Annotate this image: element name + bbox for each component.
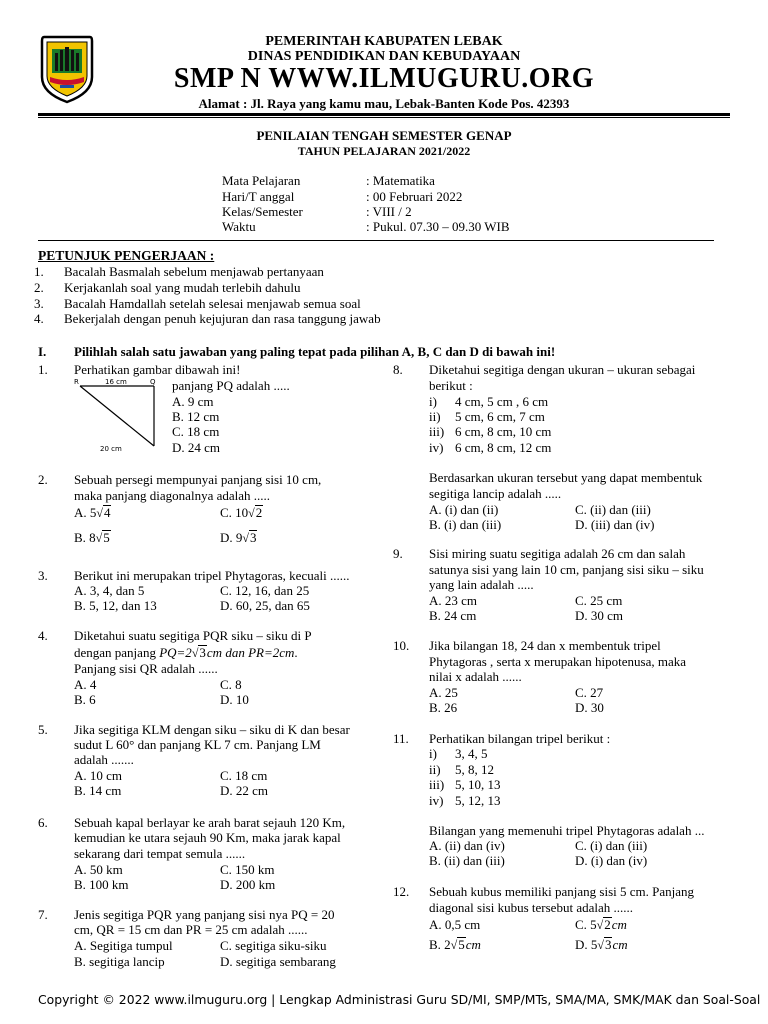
option-a[interactable]: A. (ii) dan (iv) — [429, 838, 505, 853]
list-item: ii) 5 cm, 6 cm, 7 cm — [429, 409, 545, 424]
option-d[interactable]: D. 10 — [220, 692, 249, 707]
option-d[interactable]: D. 22 cm — [220, 783, 269, 798]
option-d[interactable]: D. 60, 25, dan 65 — [220, 598, 310, 613]
vertex-r-label: R — [74, 378, 79, 386]
question-11: 11. Perhatikan bilangan tripel berikut : i) 3, 4, 5 ii) 5, 8, 12 iii) 5, 10, 13 iv) 5, 12, 13 Bilangan yang memenuhi tripel Phytagoras adalah ... A. (ii) dan (iv) C. (i) dan (iii) B. (ii) dan (iii) D. (i) dan (iv) — [393, 731, 705, 868]
option-a[interactable]: A. 23 cm — [429, 593, 478, 608]
option-b[interactable]: B. 12 cm — [172, 409, 220, 424]
question-10: 10. Jika bilangan 18, 24 dan x membentuk tripel Phytagoras , serta x merupakan hipotenusa, maka nilai x adalah ...... A. 25 C. 27 B. 26 D. 30 — [393, 638, 687, 715]
option-c[interactable]: C. 150 km — [220, 862, 275, 877]
footer-copyright: Copyright © 2022 www.ilmuguru.org | Lengkap Administrasi Guru SD/MI, SMP/MTs, SMA/MA, SMK/MAK dan Soal-Soal — [38, 992, 761, 1007]
side-hyp-label: 20 cm — [100, 445, 122, 453]
list-item: iv) 6 cm, 8 cm, 12 cm — [429, 440, 552, 455]
question-12: 12. Sebuah kubus memiliki panjang sisi 5 cm. Panjang diagonal sisi kubus tersebut adalah ...... A. 0,5 cm C. 5√2cm B. 2√5cm D. 5√3cm — [393, 884, 695, 952]
header-address: Alamat : Jl. Raya yang kamu mau, Lebak-Banten Kode Pos. 42393 — [198, 96, 570, 111]
header-government: PEMERINTAH KABUPATEN LEBAK — [265, 34, 503, 49]
list-item: i) 4 cm, 5 cm , 6 cm — [429, 394, 549, 409]
list-item: iv) 5, 12, 13 — [429, 793, 501, 808]
option-a[interactable]: A. 0,5 cm — [429, 917, 481, 932]
option-b[interactable]: B. 14 cm — [74, 783, 122, 798]
option-c[interactable]: C. 8 — [220, 677, 242, 692]
question-6: 6. Sebuah kapal berlayar ke arah barat sejauh 120 Km, kemudian ke utara sejauh 90 Km, maka jarak kapal sekarang dari tempat semula ...... A. 50 km C. 150 km B. 100 km D. 200 km — [38, 815, 346, 892]
option-b[interactable]: B. 2√5cm — [429, 937, 481, 952]
option-d[interactable]: D. segitiga sembarang — [220, 954, 336, 969]
option-d[interactable]: D. 5√3cm — [575, 937, 628, 952]
option-c[interactable]: C. 25 cm — [575, 593, 623, 608]
option-b[interactable]: B. 100 km — [74, 877, 129, 892]
instruction-item: 4. Bekerjalah dengan penuh kejujuran dan rasa tanggung jawab — [34, 311, 381, 327]
list-item: i) 3, 4, 5 — [429, 746, 488, 761]
option-d[interactable]: D. 30 cm — [575, 608, 624, 623]
option-c[interactable]: C. segitiga siku-siku — [220, 938, 327, 953]
option-a[interactable]: A. 9 cm — [172, 394, 214, 409]
option-d[interactable]: D. 24 cm — [172, 440, 221, 455]
option-a[interactable]: A. 10 cm — [74, 768, 123, 783]
option-a[interactable]: A. 25 — [429, 685, 458, 700]
list-item: ii) 5, 8, 12 — [429, 762, 494, 777]
question-9: 9. Sisi miring suatu segitiga adalah 26 cm dan salah satunya sisi yang lain 10 cm, panjang sisi siku – siku yang lain adalah ..... A. 23 cm C. 25 cm B. 24 cm D. 30 cm — [393, 546, 704, 623]
header-rule-thin — [38, 117, 730, 118]
question-2: 2. Sebuah persegi mempunyai panjang sisi 10 cm, maka panjang diagonalnya adalah ..... A. 5√4 C. 10√2 B. 8√5 D. 9√3 — [38, 472, 322, 545]
option-a[interactable]: A. (i) dan (ii) — [429, 502, 499, 517]
option-c[interactable]: C. 27 — [575, 685, 604, 700]
instructions-heading: PETUNJUK PENGERJAAN : — [38, 248, 215, 263]
section-heading: I. Pilihlah salah satu jawaban yang paling tepat pada pilihan A, B, C dan D di bawah ini! — [38, 344, 556, 359]
triangle-figure — [72, 376, 172, 456]
list-item: iii) 6 cm, 8 cm, 10 cm — [429, 424, 552, 439]
instruction-item: 2. Kerjakanlah soal yang mudah terlebih dahulu — [34, 279, 301, 295]
header-school-name: SMP N WWW.ILMUGURU.ORG — [173, 63, 595, 94]
option-b[interactable]: B. 24 cm — [429, 608, 477, 623]
option-a[interactable]: A. Segitiga tumpul — [74, 938, 173, 953]
option-c[interactable]: C. 5√2cm — [575, 917, 627, 932]
option-b[interactable]: B. 26 — [429, 700, 458, 715]
instructions-list — [34, 264, 381, 327]
option-c[interactable]: C. 12, 16, dan 25 — [220, 583, 310, 598]
option-a[interactable]: A. 50 km — [74, 862, 123, 877]
list-item: iii) 5, 10, 13 — [429, 777, 501, 792]
header-rule-thick — [38, 113, 730, 116]
option-d[interactable]: D. (iii) dan (iv) — [575, 517, 655, 532]
question-4: 4. Diketahui suatu segitiga PQR siku – siku di P dengan panjang PQ=2√3cm dan PR=2cm. Panjang sisi QR adalah ...... A. 4 C. 8 B. 6 D. 10 — [38, 628, 312, 707]
question-8: 8. Diketahui segitiga dengan ukuran – ukuran sebagai berikut : i) 4 cm, 5 cm , 6 cm ii) 5 cm, 6 cm, 7 cm iii) 6 cm, 8 cm, 10 cm iv) 6 cm, 8 cm, 12 cm Berdasarkan ukuran tersebut yang dapat membentuk segitiga lancip adalah ..... A. (i) dan (ii) C. (ii) dan (iii) B. (i) dan (iii) D. (iii) dan (iv) — [393, 362, 703, 532]
option-b[interactable]: B. (i) dan (iii) — [429, 517, 502, 532]
instruction-item: 3. Bacalah Hamdallah setelah selesai menjawab semua soal — [34, 295, 361, 311]
option-b[interactable]: B. segitiga lancip — [74, 954, 165, 969]
question-3: 3. Berikut ini merupakan tripel Phytagoras, kecuali ...... A. 3, 4, dan 5 C. 12, 16, dan 25 B. 5, 12, dan 13 D. 60, 25, dan 65 — [38, 568, 350, 613]
option-b[interactable]: B. 8√5 — [74, 530, 110, 545]
option-d[interactable]: D. 9√3 — [220, 530, 257, 545]
option-c[interactable]: C. (i) dan (iii) — [575, 838, 648, 853]
option-b[interactable]: B. 5, 12, dan 13 — [74, 598, 157, 613]
option-b[interactable]: B. 6 — [74, 692, 96, 707]
exam-title: PENILAIAN TENGAH SEMESTER GENAP — [256, 128, 512, 143]
question-1: 1. Perhatikan gambar dibawah ini! R Q 16 cm 20 cm panjang PQ adalah ..... A. 9 cm B. 12 cm C. 18 cm D. 24 cm — [38, 362, 368, 462]
option-d[interactable]: D. (i) dan (iv) — [575, 853, 648, 868]
header-department: DINAS PENDIDIKAN DAN KEBUDAYAAN — [247, 49, 521, 64]
option-a[interactable]: A. 5√4 — [74, 505, 111, 520]
option-c[interactable]: C. (ii) dan (iii) — [575, 502, 651, 517]
option-d[interactable]: D. 200 km — [220, 877, 276, 892]
vertex-q-label: Q — [150, 378, 156, 386]
instruction-item: 1. Bacalah Basmalah sebelum menjawab pertanyaan — [34, 264, 324, 279]
option-b[interactable]: B. (ii) dan (iii) — [429, 853, 505, 868]
question-5: 5. Jika segitiga KLM dengan siku – siku di K dan besar sudut L 60° dan panjang KL 7 cm. Panjang LM adalah ....... A. 10 cm C. 18 cm B. 14 cm D. 22 cm — [38, 722, 350, 798]
info-rule — [38, 240, 714, 241]
option-c[interactable]: C. 10√2 — [220, 505, 263, 520]
option-a[interactable]: A. 3, 4, dan 5 — [74, 583, 145, 598]
exam-year: TAHUN PELAJARAN 2021/2022 — [297, 144, 471, 158]
option-c[interactable]: C. 18 cm — [172, 424, 220, 439]
option-c[interactable]: C. 18 cm — [220, 768, 268, 783]
side-top-label: 16 cm — [105, 378, 127, 386]
option-d[interactable]: D. 30 — [575, 700, 604, 715]
question-7: 7. Jenis segitiga PQR yang panjang sisi nya PQ = 20 cm, QR = 15 cm dan PR = 25 cm adalah ...... A. Segitiga tumpul C. segitiga siku-siku B. segitiga lancip D. segitiga sembarang — [38, 907, 336, 969]
option-a[interactable]: A. 4 — [74, 677, 97, 692]
